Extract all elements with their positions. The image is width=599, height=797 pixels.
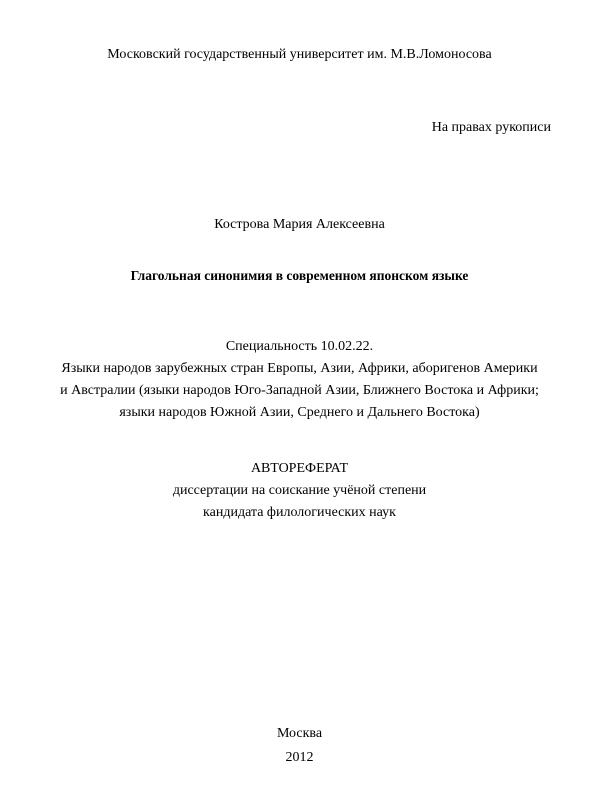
university-name: Московский государственный университет им. М.В.Ломоносова <box>107 47 492 62</box>
specialty-line-1: Языки народов зарубежных стран Европы, Азии, Африки, аборигенов Америки <box>61 361 538 376</box>
specialty-line-3: языки народов Южной Азии, Среднего и Дальнего Востока) <box>119 405 480 420</box>
year: 2012 <box>285 750 314 765</box>
city: Москва <box>276 726 323 741</box>
abstract-heading: АВТОРЕФЕРАТ <box>250 461 349 476</box>
specialty-code: Специальность 10.02.22. <box>225 339 374 354</box>
manuscript-note: На правах рукописи <box>431 120 551 135</box>
specialty-line-2: и Австралии (языки народов Юго-Западной Азии, Ближнего Востока и Африки; <box>60 383 539 398</box>
abstract-line-1: диссертации на соискание учёной степени <box>172 483 427 498</box>
abstract-line-2: кандидата филологических наук <box>203 505 396 520</box>
abstract-block <box>0 458 599 524</box>
author-name: Кострова Мария Алексеевна <box>214 217 385 232</box>
document-title: Глагольная синонимия в современном японском языке <box>130 268 469 283</box>
specialty-block <box>0 336 599 424</box>
